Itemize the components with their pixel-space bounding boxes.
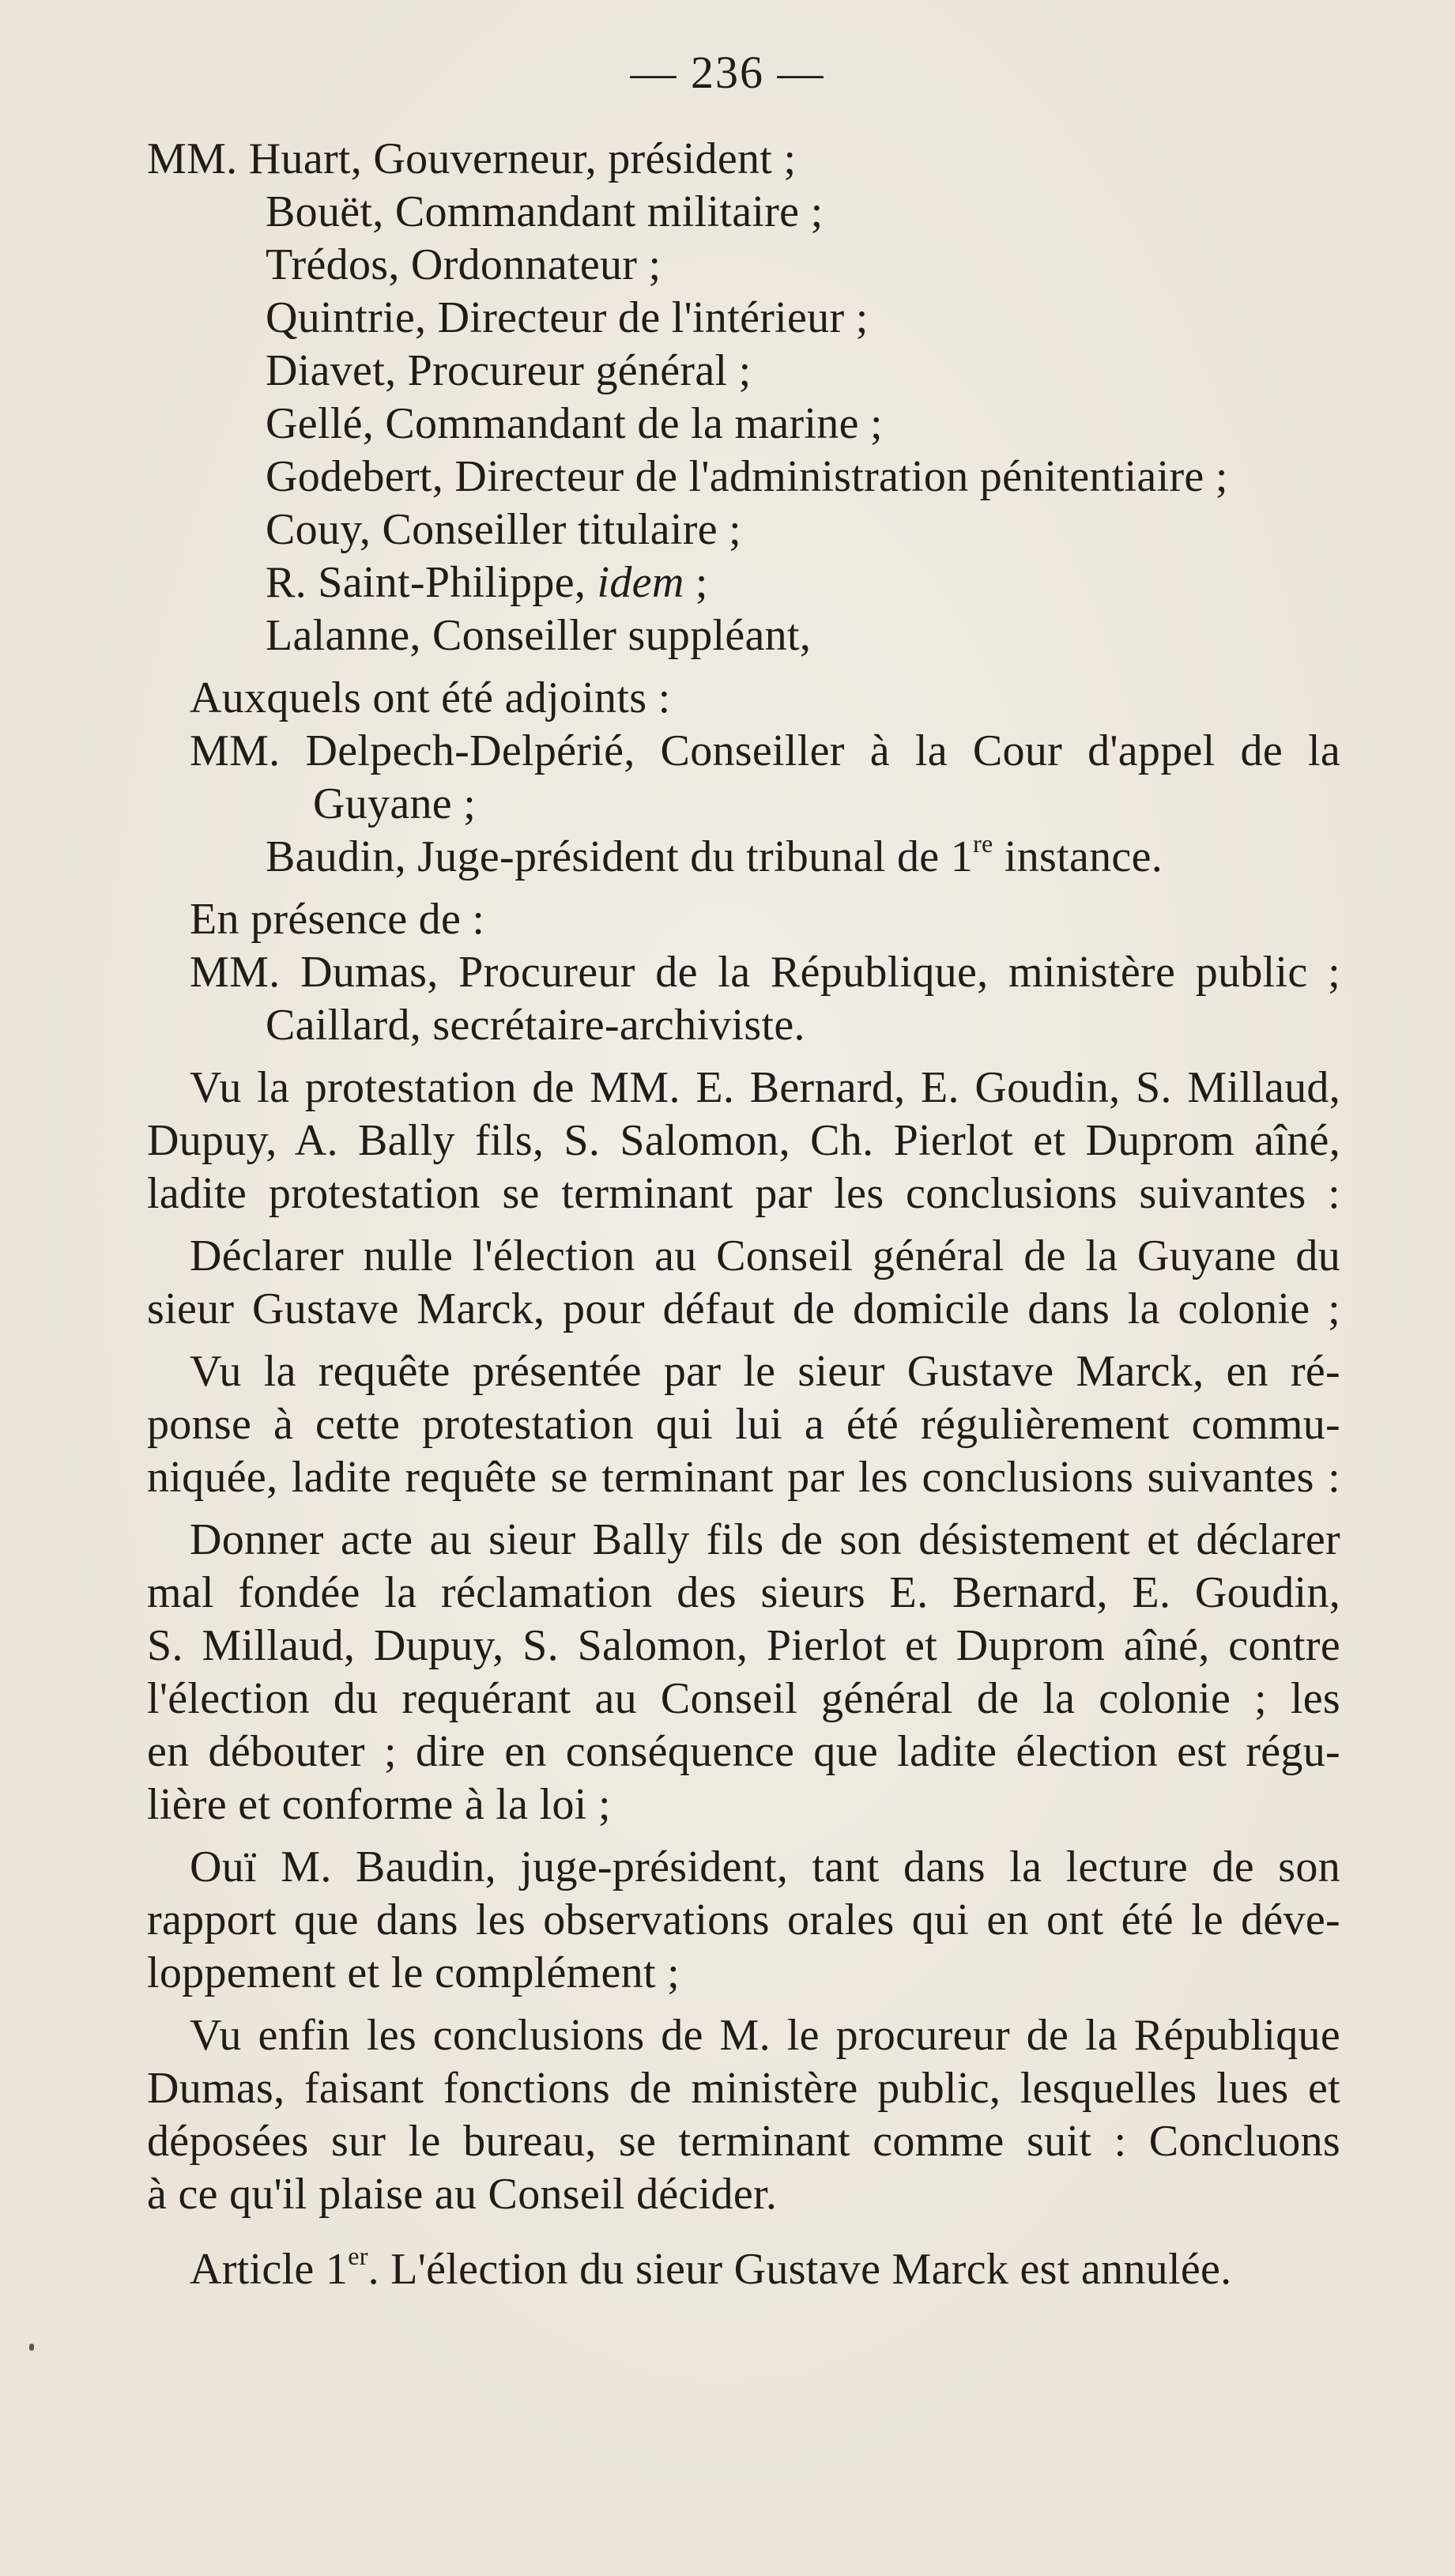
spacer: [147, 2000, 1340, 2009]
text-line: Godebert, Directeur de l'administration pénitentiaire ;: [266, 452, 1228, 501]
text-line: En présence de :: [190, 895, 485, 944]
spacer: [147, 662, 1340, 672]
page-number: — 236 —: [630, 47, 825, 98]
text-line: ponse à cette protestation qui lui a été régulièrement commu-: [147, 1400, 1340, 1449]
spacer: [147, 1052, 1340, 1062]
spacer: [147, 2221, 1340, 2243]
text-line: Caillard, secrétaire-archiviste.: [266, 1001, 805, 1050]
text-line: Guyane ;: [313, 779, 477, 828]
text-line: Auxquels ont été adjoints :: [190, 673, 671, 722]
text-line: Diavet, Procureur général ;: [266, 346, 752, 395]
spacer: [147, 1220, 1340, 1230]
superscript: er: [348, 2242, 368, 2270]
text-line: Vu la protestation de MM. E. Bernard, E. Goudin, S. Millaud,: [190, 1063, 1340, 1112]
spacer: [147, 1831, 1340, 1841]
superscript: re: [973, 829, 993, 858]
text-line: Trédos, Ordonnateur ;: [266, 240, 662, 289]
text-span: instance.: [993, 832, 1163, 881]
text-line: ladite protestation se terminant par les conclusions suivantes :: [147, 1169, 1340, 1218]
text-line: rapport que dans les observations orales qui en ont été le déve-: [147, 1895, 1340, 1944]
text-line: Vu la requête présentée par le sieur Gustave Marck, en ré-: [190, 1347, 1340, 1396]
body-text: [147, 133, 1340, 2296]
text-line: mal fondée la réclamation des sieurs E. Bernard, E. Goudin,: [147, 1568, 1340, 1617]
spacer: [147, 884, 1340, 893]
text-line: Quintrie, Directeur de l'intérieur ;: [266, 293, 869, 342]
text-line: sieur Gustave Marck, pour défaut de domicile dans la colonie ;: [147, 1284, 1340, 1333]
text-line: MM. Dumas, Procureur de la République, ministère public ;: [190, 948, 1340, 997]
text-line: à ce qu'il plaise au Conseil décider.: [147, 2170, 778, 2219]
text-line: Dumas, faisant fonctions de ministère public, lesquelles lues et: [147, 2064, 1340, 2113]
text-span: Baudin, Juge-président du tribunal de 1: [266, 832, 974, 881]
text-line: S. Millaud, Dupuy, S. Salomon, Pierlot et Duprom aîné, contre: [147, 1621, 1340, 1670]
spacer: [147, 1336, 1340, 1345]
italic-text: idem: [597, 558, 684, 607]
text-line: [147, 556, 1340, 609]
text-line: Donner acte au sieur Bally fils de son désistement et déclarer: [190, 1515, 1340, 1564]
text-line: l'élection du requérant au Conseil général de la colonie ; les: [147, 1674, 1340, 1723]
text-line: déposées sur le bureau, se terminant comme suit : Concluons: [147, 2117, 1340, 2166]
paper-speck: [29, 2344, 34, 2351]
text-line: Bouët, Commandant militaire ;: [266, 187, 824, 236]
text-line: MM. Huart, Gouverneur, président ;: [147, 134, 797, 183]
text-span: Article 1: [190, 2245, 349, 2294]
text-line: [147, 2243, 1340, 2296]
text-line: en débouter ; dire en conséquence que ladite élection est régu-: [147, 1727, 1340, 1776]
text-line: lière et conforme à la loi ;: [147, 1780, 611, 1829]
text-line: Déclarer nulle l'élection au Conseil général de la Guyane du: [190, 1231, 1340, 1280]
text-line: Dupuy, A. Bally fils, S. Salomon, Ch. Pierlot et Duprom aîné,: [147, 1116, 1340, 1165]
text-span: . L'élection du sieur Gustave Marck est annulée.: [368, 2245, 1232, 2294]
text-line: loppement et le complément ;: [147, 1948, 680, 1997]
text-line: Vu enfin les conclusions de M. le procureur de la République: [190, 2011, 1340, 2060]
text-span: ;: [684, 558, 708, 607]
text-line: Couy, Conseiller titulaire ;: [266, 505, 742, 554]
text-span: R. Saint-Philippe,: [266, 558, 597, 607]
text-line: Gellé, Commandant de la marine ;: [266, 399, 883, 448]
text-line: Lalanne, Conseiller suppléant,: [266, 611, 812, 660]
text-line: Ouï M. Baudin, juge-président, tant dans la lecture de son: [190, 1842, 1340, 1891]
text-line: niquée, ladite requête se terminant par les conclusions suivantes :: [147, 1453, 1340, 1502]
text-line: [147, 831, 1340, 884]
text-line: MM. Delpech-Delpérié, Conseiller à la Cour d'appel de la: [190, 726, 1340, 775]
spacer: [147, 1504, 1340, 1514]
